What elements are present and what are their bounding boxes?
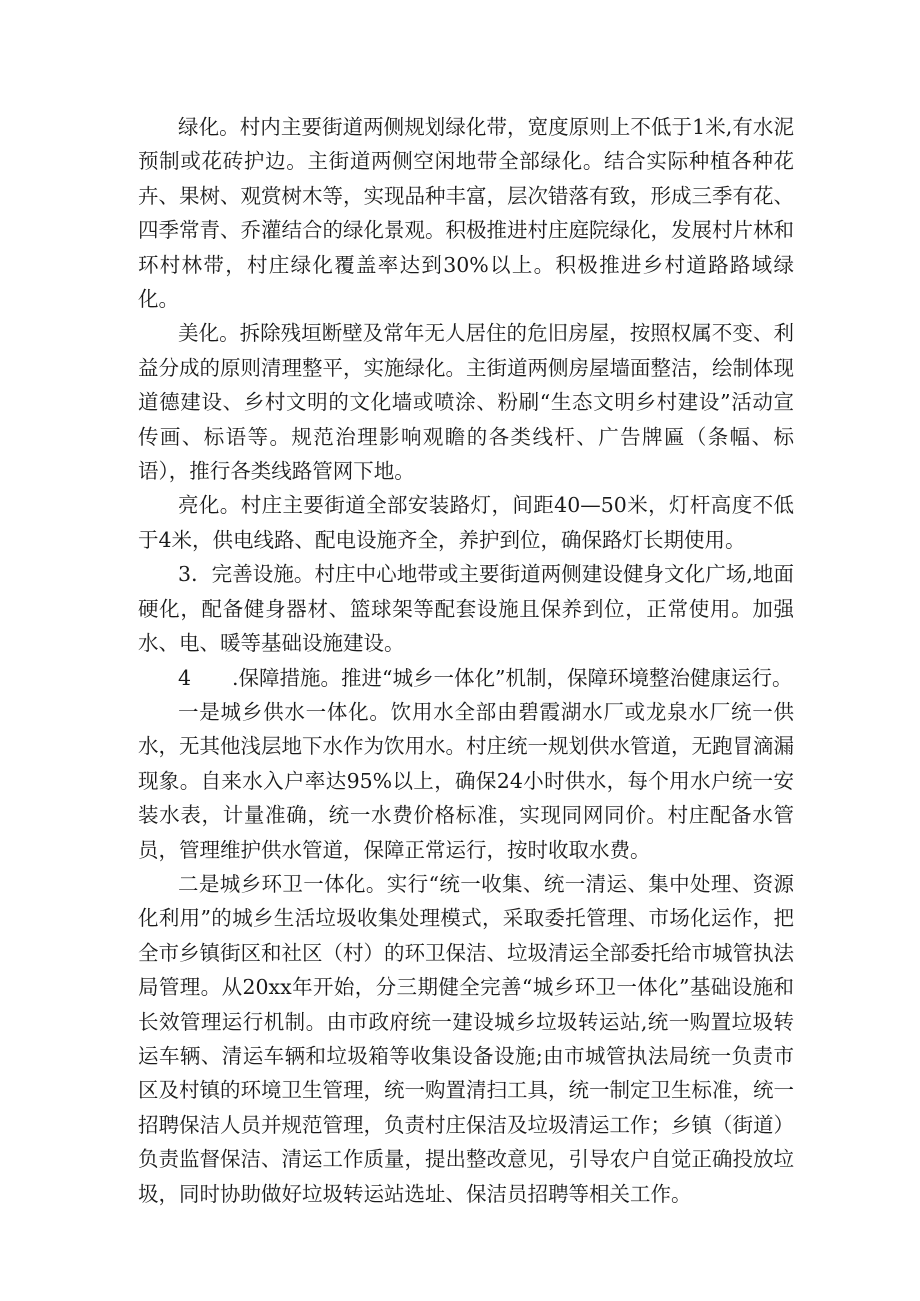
paragraph-beautification: 美化。拆除残垣断壁及常年无人居住的危旧房屋，按照权属不变、利益分成的原则清理整平，实施绿化。主街道两侧房屋墙面整洁，绘制体现道德建设、乡村文明的文化墙或喷涂、粉刷“生态文明乡村建设”活动宣传画、标语等。规范治理影响观瞻的各类线杆、广告牌匾（条幅、标语），推行各类线路管网下地。 bbox=[138, 321, 794, 484]
paragraph-facilities: 3．完善设施。村庄中心地带或主要街道两侧建设健身文化广场,地面硬化，配备健身器材、篮球架等配套设施且保养到位，正常使用。加强水、电、暖等基础设施建设。 bbox=[138, 562, 794, 656]
paragraph-greening: 绿化。村内主要街道两侧规划绿化带，宽度原则上不低于1米,有水泥预制或花砖护边。主街道两侧空闲地带全部绿化。结合实际种植各种花卉、果树、观赏树木等，实现品种丰富，层次错落有致，形成三季有花、四季常青、乔灌结合的绿化景观。积极推进村庄庭院绿化，发展村片林和环村林带，村庄绿化覆盖率达到30%以上。积极推进乡村道路路域绿化。 bbox=[138, 115, 794, 312]
paragraph-sanitation: 二是城乡环卫一体化。实行“统一收集、统一清运、集中处理、资源化利用”的城乡生活垃圾收集处理模式，采取委托管理、市场化运作，把全市乡镇街区和社区（村）的环卫保洁、垃圾清运全部委托给市城管执法局管理。从20xx年开始，分三期健全完善“城乡环卫一体化”基础设施和长效管理运行机制。由市政府统一建设城乡垃圾转运站,统一购置垃圾转运车辆、清运车辆和垃圾箱等收集设备设施;由市城管执法局统一负责市区及村镇的环境卫生管理，统一购置清扫工具，统一制定卫生标准，统一招聘保洁人员并规范管理，负责村庄保洁及垃圾清运工作；乡镇（街道）负责监督保洁、清运工作质量，提出整改意见，引导农户自觉正确投放垃圾，同时协助做好垃圾转运站选址、保洁员招聘等相关工作。 bbox=[138, 871, 794, 1206]
paragraph-water-supply: 一是城乡供水一体化。饮用水全部由碧霞湖水厂或龙泉水厂统一供水，无其他浅层地下水作为饮用水。村庄统一规划供水管道，无跑冒滴漏现象。自来水入户率达95%以上，确保24小时供水，每个用水户统一安装水表，计量准确，统一水费价格标准，实现同网同价。村庄配备水管员，管理维护供水管道，保障正常运行，按时收取水费。 bbox=[138, 699, 794, 862]
document-body bbox=[138, 110, 794, 1211]
paragraph-safeguards: 4 .保障措施。推进“城乡一体化”机制，保障环境整治健康运行。 bbox=[178, 665, 793, 690]
paragraph-lighting: 亮化。村庄主要街道全部安装路灯，间距40—50米，灯杆高度不低于4米，供电线路、配电设施齐全，养护到位，确保路灯长期使用。 bbox=[138, 493, 794, 552]
